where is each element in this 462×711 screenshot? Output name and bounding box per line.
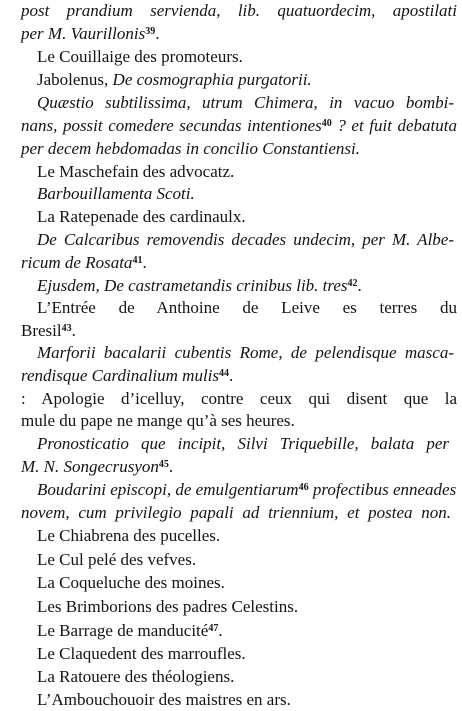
roman-text: L’Entrée de Anthoine de Leive es terres du [37,298,457,317]
text-line [21,320,76,342]
italic-text: De cosmographia purgatorii. [112,70,312,89]
text-line [37,596,298,618]
roman-text: . [229,366,234,385]
roman-text: . [155,24,160,43]
text-line [21,0,457,22]
text-line [21,115,457,137]
text-line [37,620,223,642]
italic-text: per M. Vaurillonis [21,24,146,43]
footnote-marker: 43 [61,323,72,334]
roman-text: : Apologie d’icelluy, contre ceux qui disent que la [21,389,457,408]
roman-text: La Ratouere des théologiens. [37,667,235,686]
text-line [37,342,454,364]
italic-text: Barbouillamenta Scoti. [37,184,195,203]
text-line [37,275,362,297]
roman-text: . [168,457,174,476]
italic-text: Pronosticatio que incipit, Silvi Triquebille, balata per [37,434,449,453]
roman-text: La Ratepenade des cardinaulx. [37,207,246,226]
roman-text: Le Couillaige des promoteurs. [37,47,243,66]
text-line [37,69,312,91]
italic-text: novem, cum privilegio papali ad triennium, et postea non. [21,503,451,522]
text-line [21,502,451,524]
italic-text: nans, possit comedere secundas intentiones [21,116,322,135]
italic-text: ? et fuit debatuta [331,116,457,135]
text-line [37,161,234,183]
text-line [37,643,246,665]
text-line [21,138,360,160]
italic-text: post prandium servienda, lib. quatuordecim, apostilati [21,1,457,20]
italic-text: profectibus enneades [308,480,457,499]
text-line [37,689,291,711]
roman-text: . [357,276,362,295]
roman-text: Le Claquedent des marroufles. [37,644,246,663]
footnote-marker: 45 [158,459,169,470]
text-line [21,23,159,45]
italic-text: De Calcaribus removendis decades undecim, per M. Albe- [37,230,454,249]
roman-text: . [71,321,76,340]
roman-text: . [142,253,147,272]
italic-text: rendisque Cardinalium mulis [21,366,220,385]
roman-text: Les Brimborions des padres Celestins. [37,597,299,616]
italic-text: per decem hebdomadas in concilio Constantiensi. [21,139,361,158]
roman-text: Le Maschefain des advocatz. [37,162,235,181]
footnote-marker: 46 [298,482,309,493]
footnote-marker: 47 [208,623,219,634]
text-line [21,388,457,410]
roman-text: mule du pape ne mange qu’à ses heures. [21,411,295,430]
roman-text: Bresil [21,321,62,340]
text-line [21,252,147,274]
text-line [37,183,195,205]
italic-text: Quæstio subtilissima, utrum Chimera, in vacuo bombi- [37,93,454,112]
text-line [37,433,449,455]
text-line [37,229,454,251]
footnote-marker: 42 [347,278,358,289]
italic-text: Marforii bacalarii cubentis Rome, de pelendisque masca- [37,343,454,362]
italic-text: Boudarini episcopi, de emulgentiarum [37,480,299,499]
roman-text: Le Barrage de manducité [37,621,209,640]
italic-text: ricum de Rosata [21,253,133,272]
italic-text: M. N. Songecrusyon [21,457,159,476]
roman-text: Le Cul pelé des vefves. [37,550,197,569]
footnote-marker: 39 [145,26,156,37]
text-line [37,479,456,501]
footnote-marker: 40 [321,118,332,129]
text-line [37,297,457,319]
italic-text: Ejusdem, De castrametandis crinibus lib. tres [37,276,348,295]
roman-text: Le Chiabrena des pucelles. [37,526,221,545]
text-line [37,92,454,114]
text-line [37,572,225,594]
footnote-marker: 41 [132,255,143,266]
roman-text: Jabolenus, [37,70,113,89]
roman-text: L’Ambouchouoir des maistres en ars. [37,690,291,709]
text-line [37,46,243,68]
text-line [37,206,246,228]
roman-text: La Coqueluche des moines. [37,573,225,592]
text-line [37,525,220,547]
footnote-marker: 44 [219,368,230,379]
text-line [21,456,173,478]
text-line [21,365,233,387]
text-line [21,410,295,432]
text-line [37,549,196,571]
roman-text: . [218,621,223,640]
